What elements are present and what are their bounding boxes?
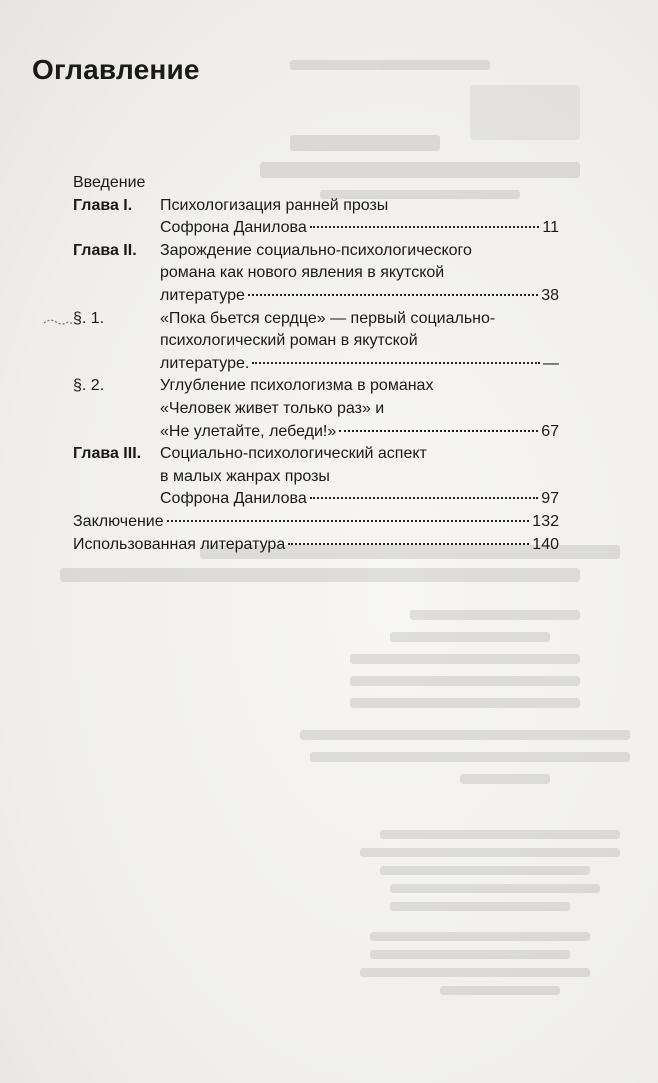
toc-entry-chapter-1[interactable] [73,195,559,240]
page-title: Оглавление [32,54,200,85]
toc-entry-conclusion[interactable] [73,511,559,534]
chapter-label: Глава III. [73,445,142,463]
page-number: 67 [541,422,559,440]
toc-entry-title: Зарождение социально-психологического [160,241,472,259]
toc-entry-title: Введение [73,174,146,191]
toc-entry-section-2[interactable] [73,375,559,443]
dot-leader [248,294,538,296]
dot-leader [167,520,530,522]
page-number: 38 [541,286,559,304]
chapter-label: Глава II. [73,241,137,259]
dot-leader [339,430,538,432]
pen-mark [42,316,76,328]
section-label: §. 1. [73,309,105,327]
dot-leader [310,497,538,499]
toc-entry-intro[interactable] [73,172,559,195]
toc-entry-section-1[interactable] [73,308,559,376]
toc-entry-title-cont: литературе [160,286,245,304]
page-number: 97 [541,490,559,508]
toc-entry-title-cont: «Не улетайте, лебеди!» [160,422,337,440]
toc-entry-title-cont: «Человек живет только раз» и [160,399,385,417]
toc-entry-title: «Пока бьется сердце» — первый социально- [160,309,496,327]
page-number: 132 [532,512,559,530]
dot-leader [288,543,529,545]
toc-entry-title-cont: Софрона Данилова [160,490,307,508]
dot-leader [310,226,540,228]
toc-entry-title-cont: психологический роман в якутской [160,332,418,350]
toc-entry-title-cont: романа как нового явления в якутской [160,264,445,282]
toc-entry-title-cont: Софрона Данилова [160,219,307,237]
toc-entry-title: Углубление психологизма в романах [160,377,434,395]
toc-entry-title-cont: литературе. [160,354,250,372]
toc-entry-title-cont: в малых жанрах прозы [160,467,330,485]
toc-entry-chapter-2[interactable] [73,240,559,308]
toc-entry-title: Социально-психологический аспект [160,445,427,463]
page-number: 140 [532,535,559,553]
toc-entry-title: Заключение [73,512,164,530]
toc-entry-chapter-3[interactable] [73,443,559,511]
section-label: §. 2. [73,377,105,395]
dot-leader [252,362,540,364]
toc-entry-literature[interactable] [73,534,559,557]
page-number: — [543,354,559,372]
chapter-label: Глава I. [73,196,133,214]
table-of-contents [73,172,559,556]
page-number: 11 [542,219,559,237]
toc-entry-title: Психологизация ранней прозы [160,196,389,214]
toc-entry-title: Использованная литература [73,535,286,553]
